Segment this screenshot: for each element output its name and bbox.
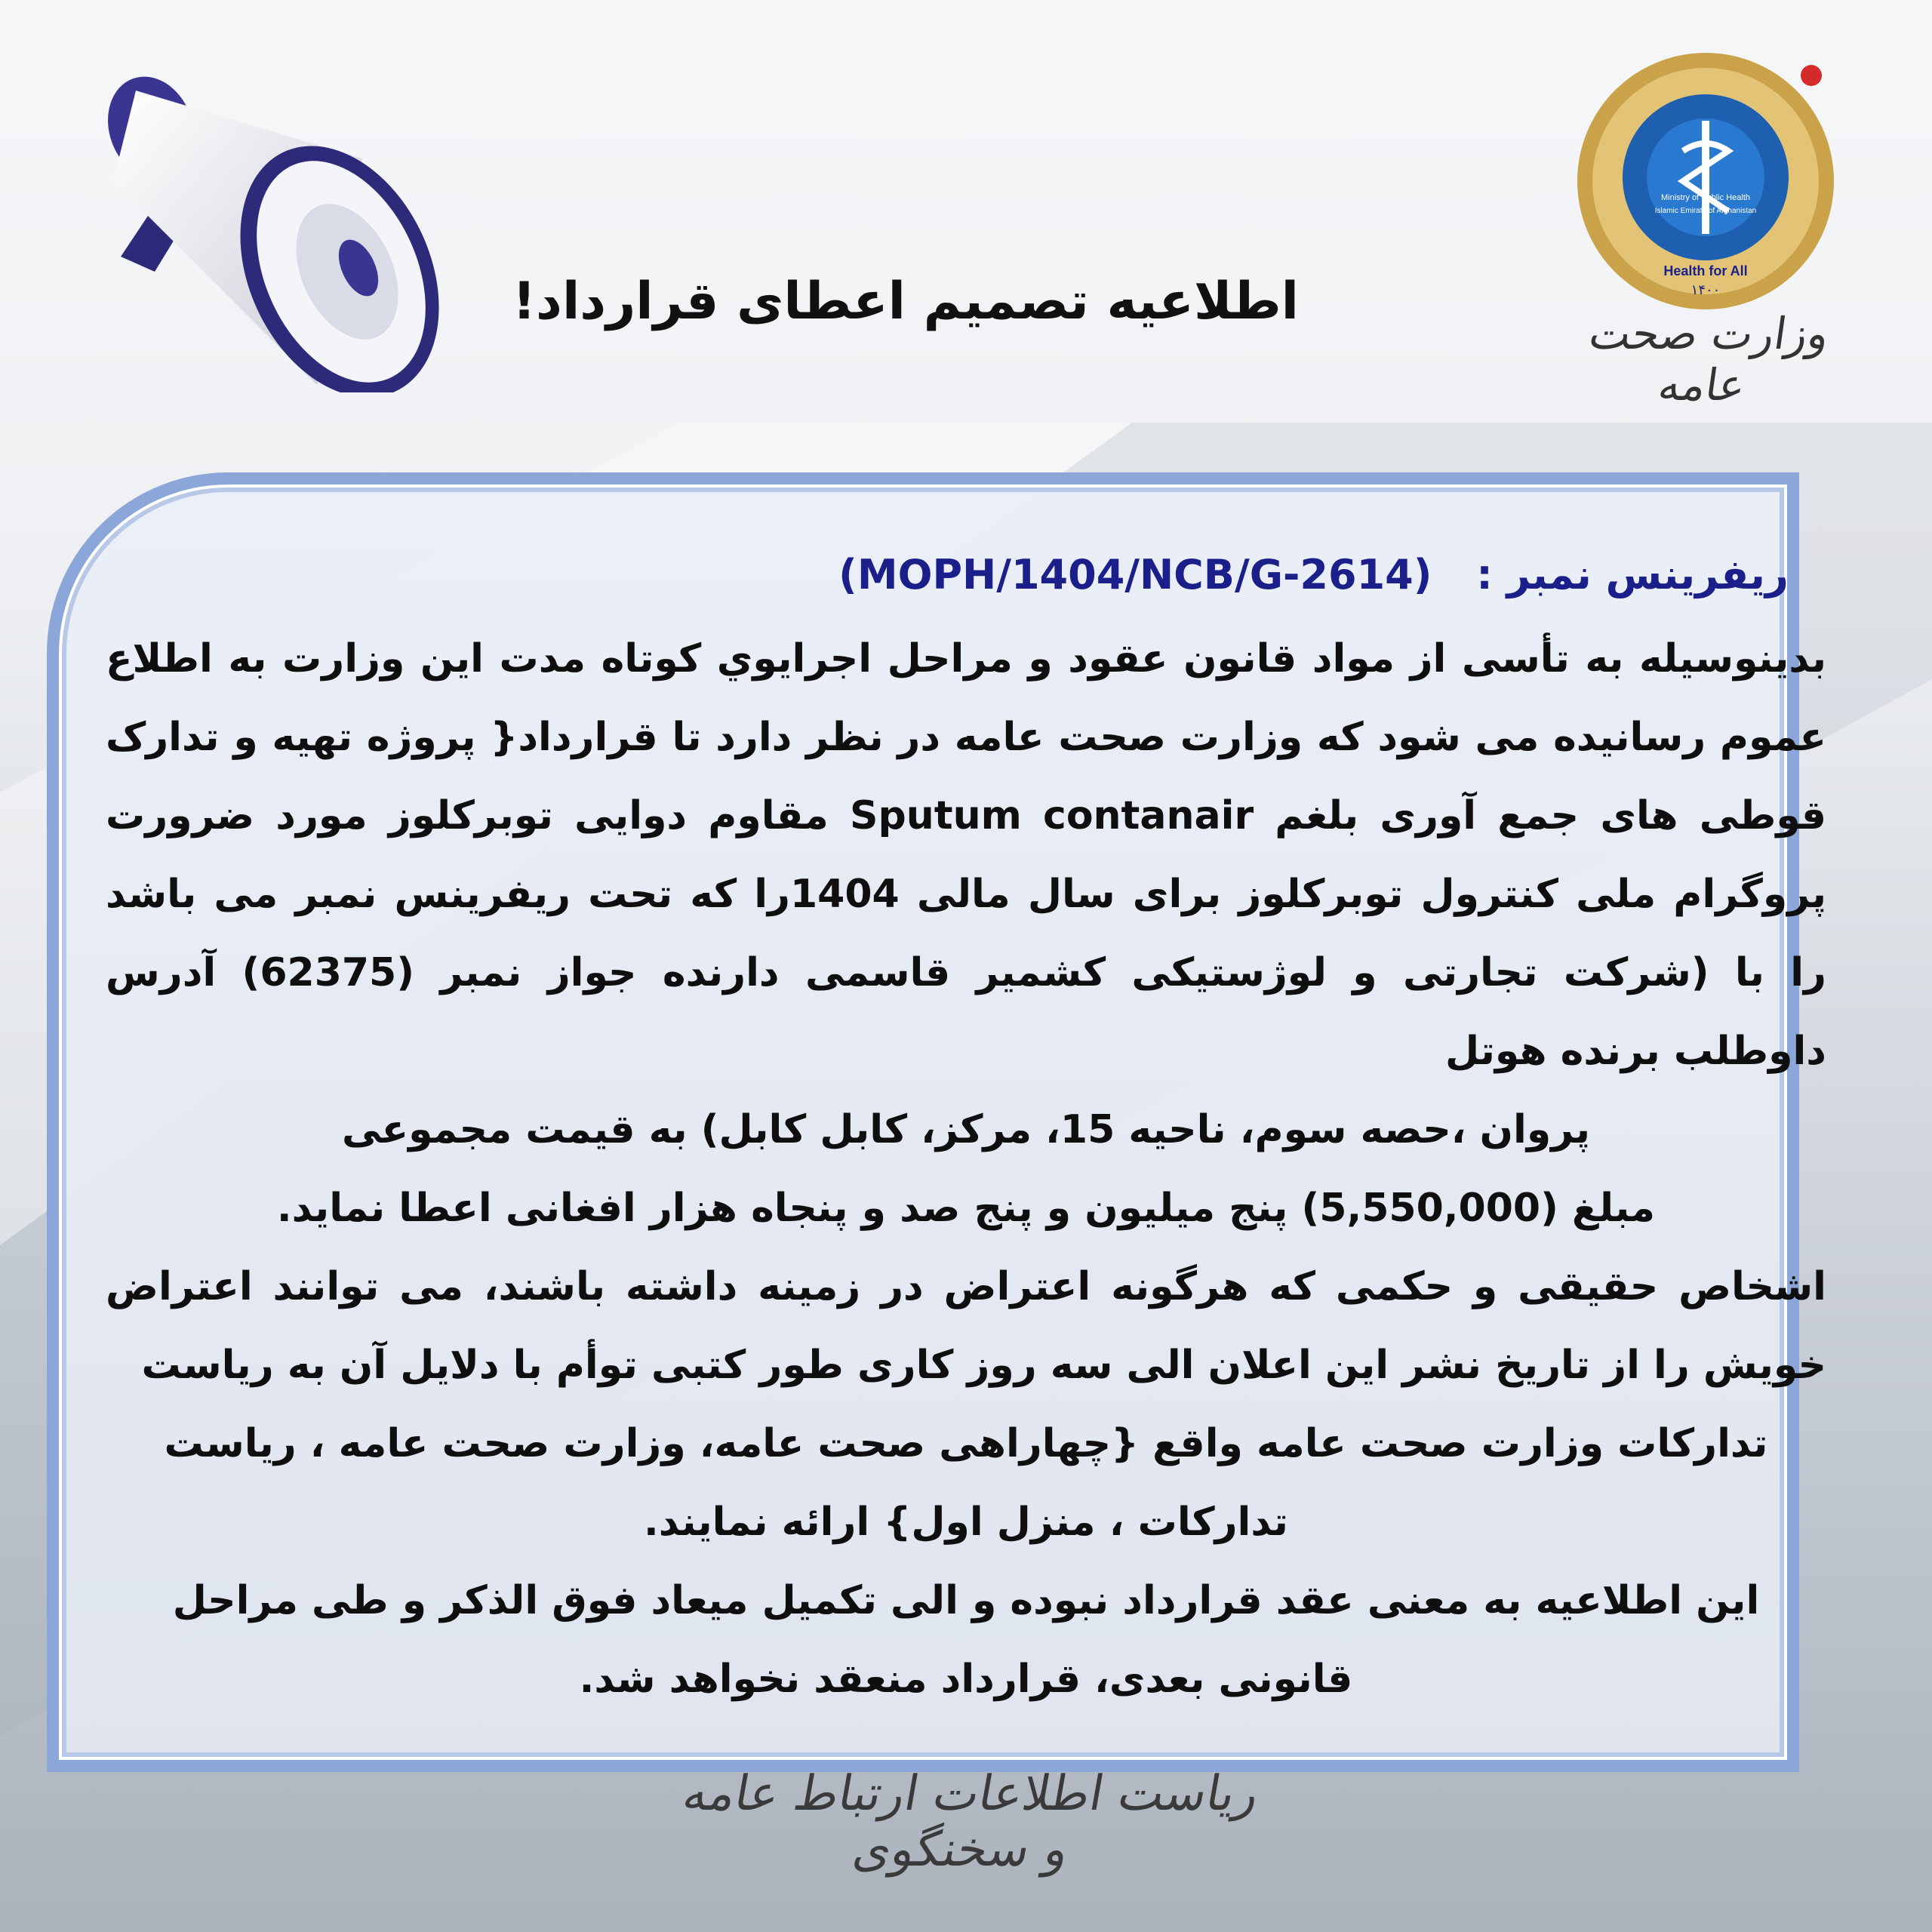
reference-label: ریفرینس نمبر : <box>1476 551 1789 598</box>
paragraph-3: این اطلاعیه به معنی عقد قرارداد نبوده و الی تکمیل میعاد فوق الذکر و طی مراحل قانونی بعدی، قرارداد منعقد نخواهد شد. <box>172 1577 1760 1702</box>
emblem-health-text: Health for All <box>1663 263 1748 278</box>
paragraph-1-amount: مبلغ (5,550,000) پنج میلیون و پنج صد و پنجاه هزار افغانی اعطا نماید. <box>276 1185 1656 1231</box>
ministry-emblem-icon <box>1562 45 1849 317</box>
notice-content <box>98 528 1834 1721</box>
emblem-ministry-text: Ministry of Public Health <box>1661 193 1750 202</box>
paragraph-2: اشخاص حقیقی و حکمی که هرگونه اعتراض در زمینه داشته باشند، می توانند اعتراض خویش را از تاریخ نشر این اعلان الی سه روز کاری طور کتبی توأم با دلایل آن به ریاست <box>106 1263 1826 1388</box>
paragraph-1: بدینوسیله به تأسی از مواد قانون عقود و مراحل اجرایوي کوتاه مدت این وزارت به اطلاع عموم رسانیده می شود که وزارت صحت عامه در نظر دارد تا قرارداد{ پروژه تهیه و تدارک قوطی های جمع آوری بلغم Sputum contanair مقاوم دوایی توبرکلوز مورد ضرورت پروگرام ملی کنترول توبرکلوز برای سال مالی 1404را که تحت ریفرینس نمبر می باشد را با (شرکت تجارتی و لوژستیکی کشمیر قاسمی دارنده جواز نمبر (62375) آدرس داوطلب برنده هوتل <box>106 635 1827 1074</box>
reference-number: (MOPH/1404/NCB/G-2614) <box>838 551 1432 598</box>
ministry-signature: وزارت صحت عامه <box>1586 308 1832 411</box>
footer-signature: ریاست اطلاعات ارتباط عامه و سخنگوی <box>678 1766 1263 1878</box>
page-title: اطلاعیه تصمیم اعطای قرارداد! <box>512 272 1299 331</box>
megaphone-icon <box>68 45 491 392</box>
emblem-year: ۱۴۰۰ <box>1690 282 1721 298</box>
paragraph-1-center: پروان ،حصه سوم، ناحیه 15، مرکز، کابل کابل) به قیمت مجموعی <box>341 1106 1591 1152</box>
reference-line <box>98 551 1789 600</box>
emblem-emirate-text: Islamic Emirate of Afghanistan <box>1654 207 1757 215</box>
paragraph-2-center: تدارکات وزارت صحت عامه واقع {چهاراهی صحت عامه، وزارت صحت عامه ، ریاست تدارکات ، منزل اول} ارائه نمایند. <box>164 1420 1768 1545</box>
